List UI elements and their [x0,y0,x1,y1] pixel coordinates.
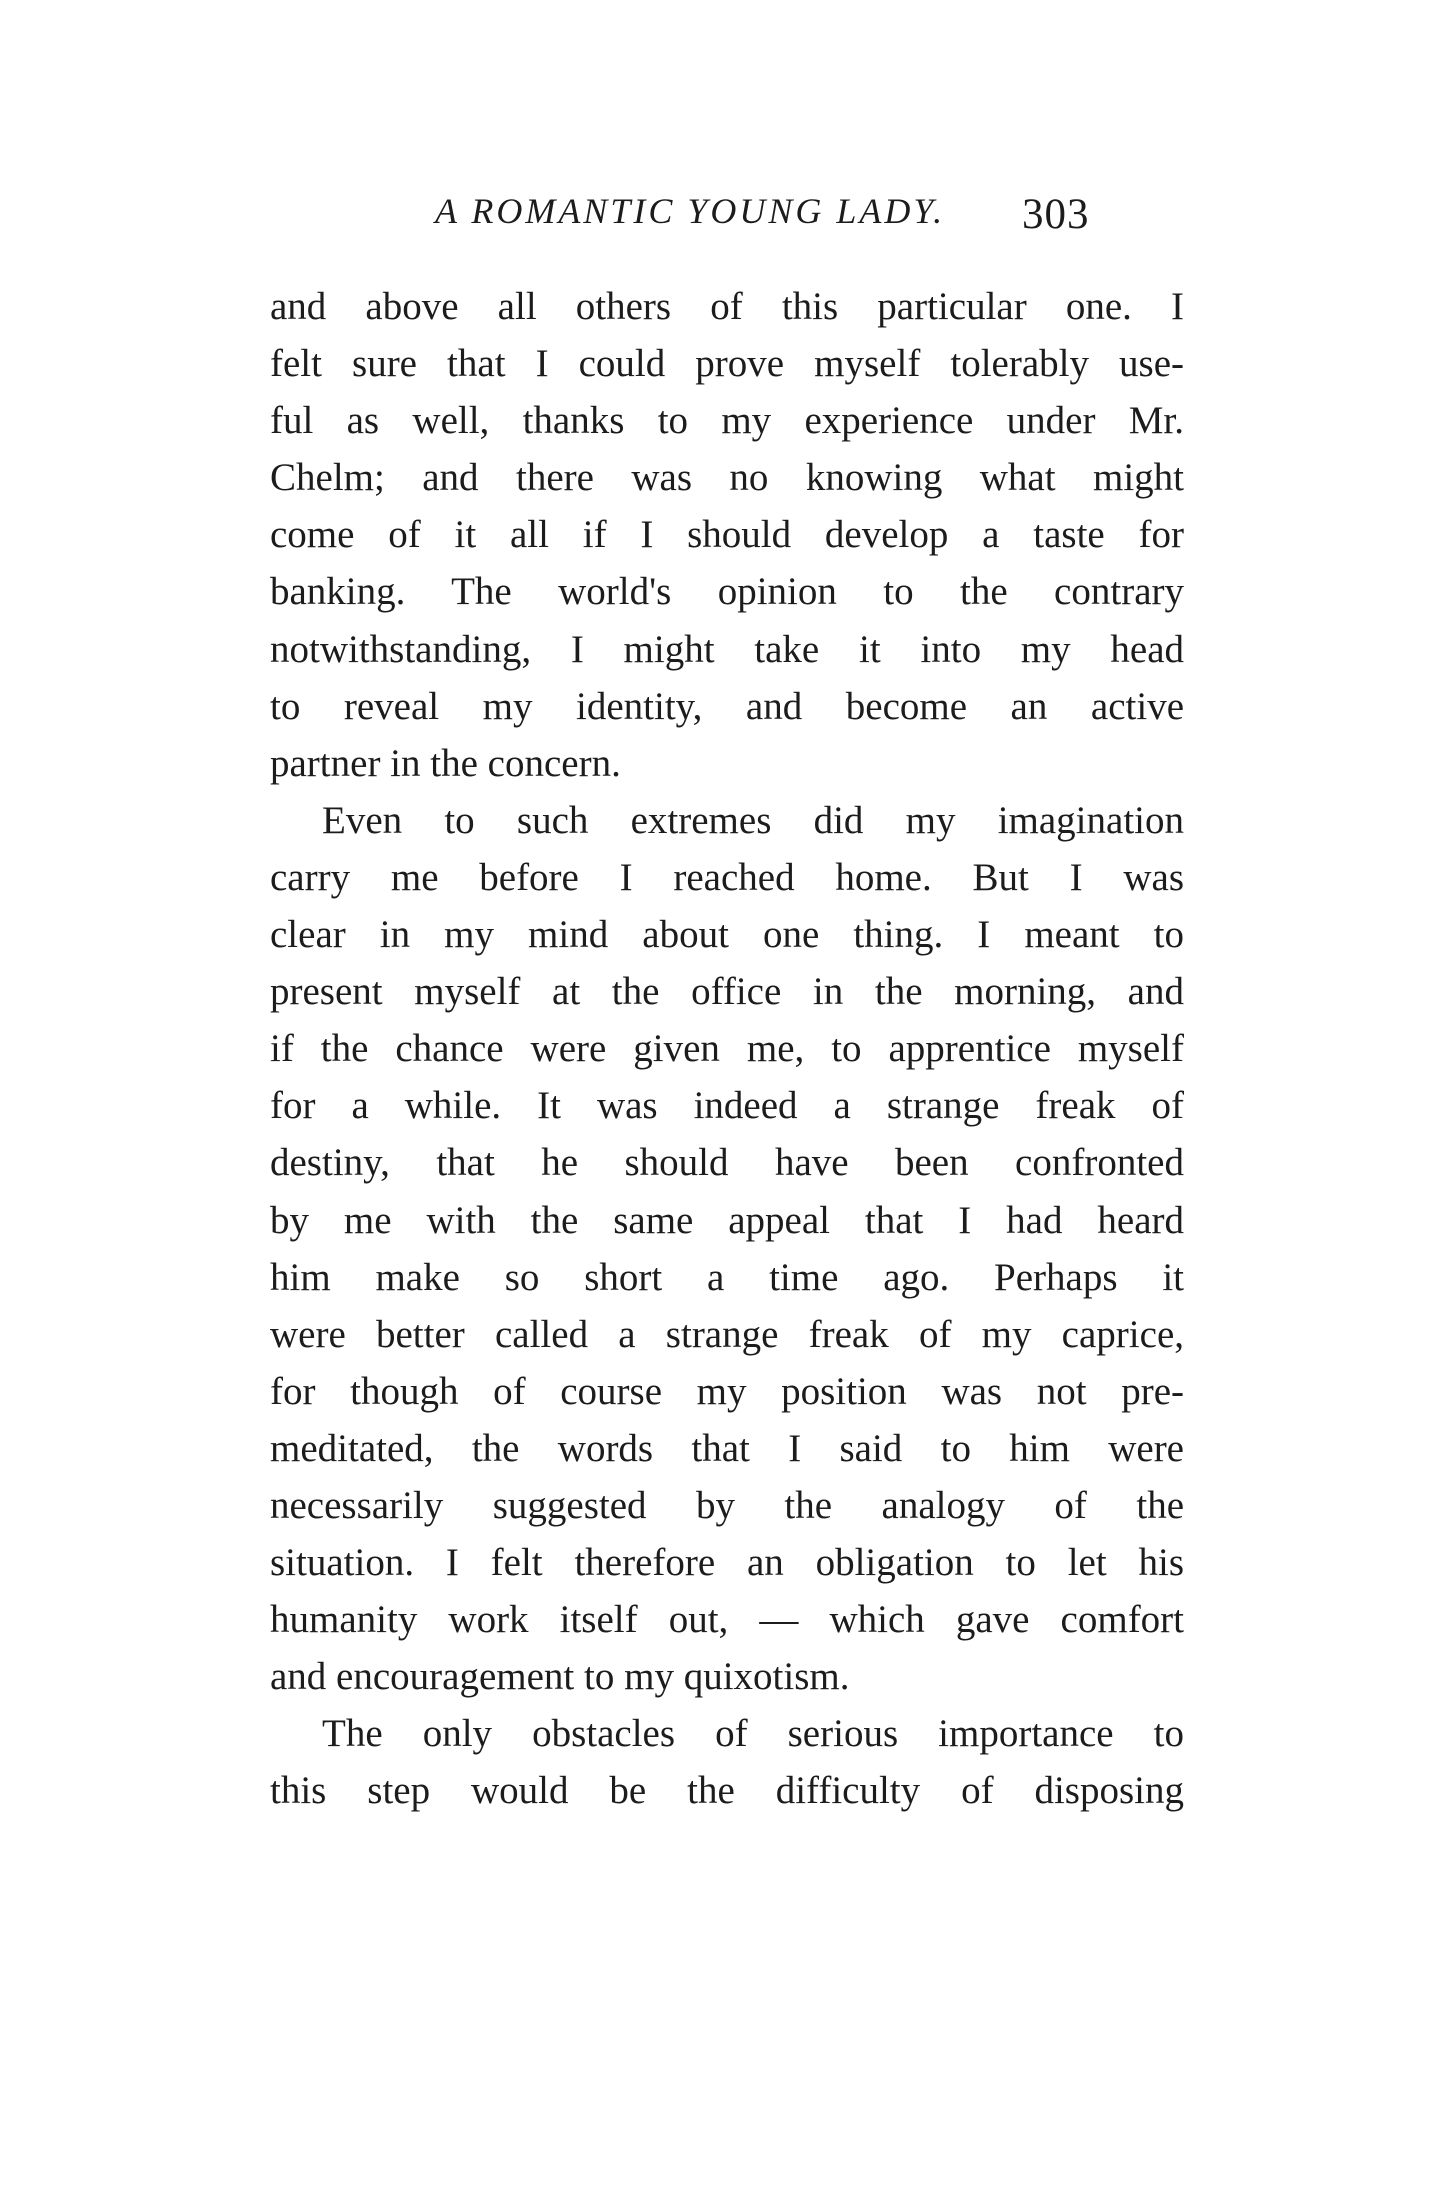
text-line: humanity work itself out, — which gave comfort [270,1598,1184,1642]
text-line: ful as well, thanks to my experience under Mr. [270,399,1184,443]
text-line: if the chance were given me, to apprentice myself [270,1027,1184,1071]
page-number: 303 [1022,191,1090,238]
text-line: were better called a strange freak of my caprice, [270,1312,1184,1356]
text-line: meditated, the words that I said to him were [270,1426,1184,1470]
text-line: by me with the same appeal that I had heard [270,1198,1184,1242]
text-line: situation. I felt therefore an obligation to let his [270,1541,1184,1585]
text-line: this step would be the difficulty of disposing [270,1769,1184,1813]
running-title: A ROMANTIC YOUNG LADY. [435,191,946,231]
text-line: felt sure that I could prove myself tolerably use- [270,342,1184,386]
text-line: for a while. It was indeed a strange freak of [270,1084,1184,1128]
text-line: for though of course my position was not pre- [270,1369,1184,1413]
text-line: him make so short a time ago. Perhaps it [270,1255,1184,1299]
text-line: and encouragement to my quixotism. [270,1655,850,1699]
text-line: notwithstanding, I might take it into my head [270,627,1184,671]
text-line: necessarily suggested by the analogy of the [270,1483,1184,1527]
body-text [270,278,1184,1820]
text-line: present myself at the office in the morning, and [270,970,1184,1014]
text-line: destiny, that he should have been confronted [270,1141,1184,1185]
text-line: banking. The world's opinion to the contrary [270,570,1184,614]
text-line: Even to such extremes did my imagination [322,798,1184,842]
text-line: carry me before I reached home. But I was [270,855,1184,899]
text-line: and above all others of this particular one. I [270,285,1184,328]
text-line: The only obstacles of serious importance to [322,1712,1184,1756]
text-line: partner in the concern. [270,741,621,785]
text-line: come of it all if I should develop a taste for [270,513,1184,557]
text-line: Chelm; and there was no knowing what might [270,456,1184,500]
text-line: clear in my mind about one thing. I meant to [270,913,1184,957]
text-line: to reveal my identity, and become an active [270,684,1184,728]
running-head [270,180,1280,250]
